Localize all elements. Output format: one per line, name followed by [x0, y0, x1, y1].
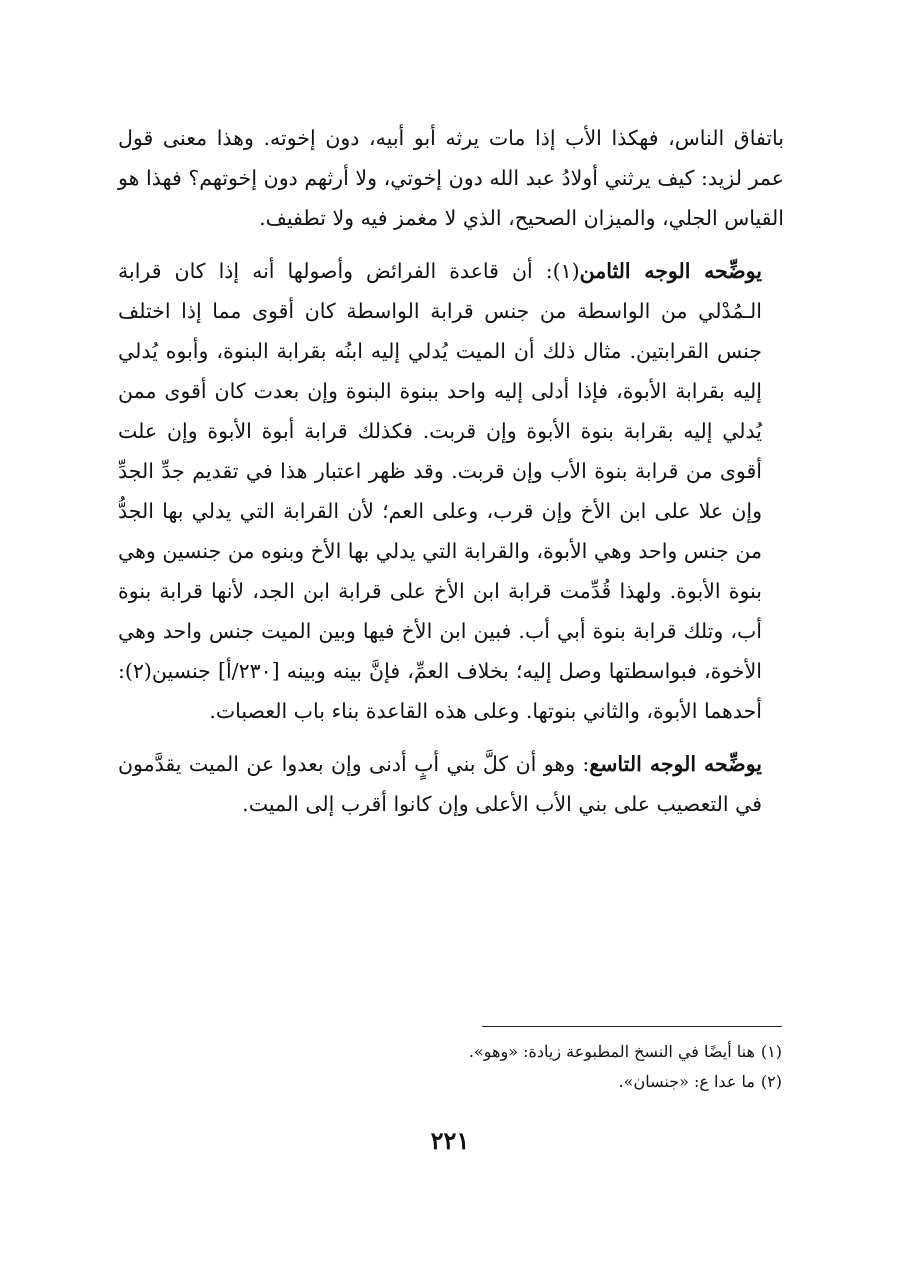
paragraph-text: : وهو أن كلَّ بني أبٍ أدنى وإن بعدوا عن الميت يقدَّمون في التعصيب على بني الأب الأعلى وإن كانوا أقرب إلى الميت. — [118, 752, 762, 816]
paragraph-eighth-aspect — [118, 251, 784, 731]
footnote-number: (٢) — [760, 1072, 782, 1091]
footnotes — [468, 1026, 782, 1097]
footnote-text: هنا أيضًا في النسخ المطبوعة زيادة: «وهو». — [468, 1042, 755, 1061]
page-number: ٢٢١ — [430, 1126, 470, 1155]
footnote-divider — [482, 1026, 782, 1027]
paragraph-lead: يوضِّحه الوجه الثامن — [579, 259, 762, 283]
paragraph-text: باتفاق الناس، فهكذا الأب إذا مات يرثه أبو أبيه، دون إخوته. وهذا معنى قول عمر لزيد: كيف يرثني أولادُ عبد الله دون إخوتي، ولا أرثهم دون إخوتهم؟ فهذا هو القياس الجلي، والميزان الصحيح، الذي لا مغمز فيه ولا تطفيف. — [118, 126, 784, 230]
paragraph-lead: يوضِّحه الوجه التاسع — [589, 752, 762, 776]
footnote-1 — [468, 1037, 782, 1067]
footnote-number: (١) — [760, 1042, 782, 1061]
paragraph-text: (١): أن قاعدة الفرائض وأصولها أنه إذا كان قرابة الـمُدْلي من الواسطة من جنس قرابة الواسطة كان أقوى مما إذا اختلف جنس القرابتين. مثال ذلك أن الميت يُدلي إليه ابنُه بقرابة البنوة، وأبوه يُدلي إليه بقرابة الأبوة، فإذا أدلى إليه واحد ببنوة البنوة وإن بعدت كان أقوى ممن يُدلي إليه بقرابة بنوة الأبوة وإن قربت. فكذلك قرابة أبوة الأبوة وإن علت أقوى من قرابة بنوة الأب وإن قربت. وقد ظهر اعتبار هذا في تقديم جدِّ الجدِّ وإن علا على ابن الأخ وإن قرب، وعلى العم؛ لأن القرابة التي يدلي بها الجدُّ من جنس واحد وهي الأبوة، والقرابة التي يدلي بها الأخ وبنوه من جنسين وهي بنوة الأبوة. ولهذا قُدِّمت قرابة ابن الأخ على قرابة ابن الجد، لأنها قرابة بنوة أب، وتلك قرابة بنوة أبي أب. فبين ابن الأخ فيها وبين الميت جنس واحد وهي الأخوة، فبواسطتها وصل إليه؛ بخلاف العمِّ، فإنَّ بينه وبينه [٢٣٠/أ] جنسين(٢): أحدهما الأبوة، والثاني بنوتها. وعلى هذه القاعدة بناء باب العصبات. — [118, 259, 762, 723]
page-body — [118, 118, 784, 824]
paragraph-ninth-aspect — [118, 744, 784, 824]
footnote-2 — [482, 1067, 782, 1097]
footnote-text: ما عدا ع: «جنسان». — [618, 1072, 755, 1091]
paragraph-continuation — [118, 118, 784, 238]
